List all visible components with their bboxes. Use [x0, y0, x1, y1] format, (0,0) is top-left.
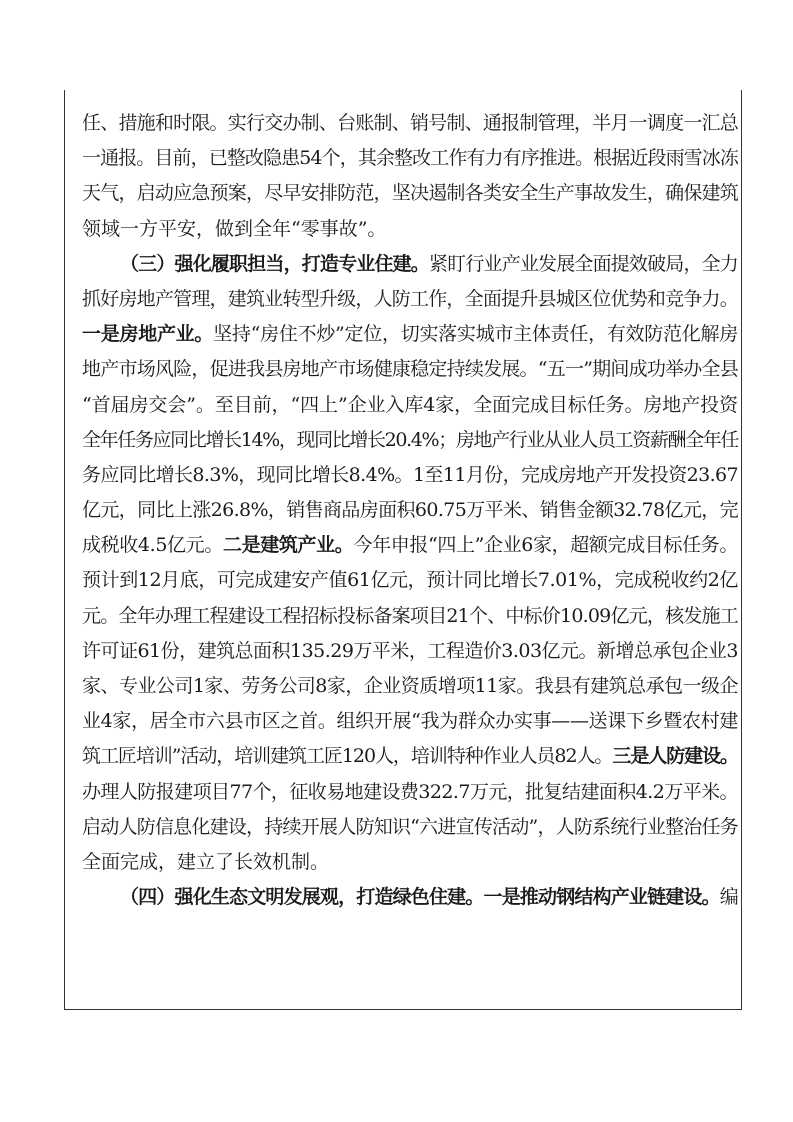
text-line — [82, 669, 742, 704]
text-line — [82, 845, 742, 880]
bold-text-segment: 一是房地产业。 — [82, 323, 214, 346]
text-segment: 紧盯行业产业发展全面提效破局，全力 — [429, 252, 738, 275]
bold-text-segment: （三）强化履职担当，打造专业住建。 — [120, 252, 429, 275]
text-line — [82, 282, 742, 317]
text-line — [82, 317, 742, 352]
text-segment: 务应同比增长8.3%，现同比增长8.4%。1至11月份，完成房地产开发投资23.67 — [82, 463, 738, 486]
text-segment: 许可证61份，建筑总面积135.29万平米，工程造价3.03亿元。新增总承包企业3 — [82, 639, 738, 662]
text-line — [82, 352, 742, 387]
text-segment: 启动人防信息化建设，持续开展人防知识“六进宣传活动”，人防系统行业整治任务 — [82, 815, 738, 838]
bold-text-segment: （四）强化生态文明发展观，打造绿色住建。 — [120, 886, 484, 909]
text-segment: 业4家，居全市六县市区之首。组织开展“我为群众办实事——送课下乡暨农村建 — [82, 710, 738, 733]
text-line — [82, 810, 742, 845]
text-segment: 亿元，同比上涨26.8%，销售商品房面积60.75万平米、销售金额32.78亿元，完 — [82, 499, 738, 522]
text-segment: 任、措施和时限。实行交办制、台账制、销号制、通报制管理，半月一调度一汇总 — [82, 112, 738, 134]
text-line — [82, 599, 742, 634]
document-body — [82, 106, 742, 915]
text-segment: 家、专业公司1家、劳务公司8家，企业资质增项11家。我县有建筑总承包一级企 — [82, 675, 738, 697]
text-line — [82, 775, 742, 810]
text-line — [82, 106, 742, 141]
text-segment: 成税收4.5亿元。 — [82, 534, 223, 557]
text-segment: 坚持“房住不炒”定位，切实落实城市主体责任，有效防范化解房 — [213, 323, 738, 346]
text-line — [82, 247, 742, 282]
bold-text-segment: 三是人防建设。 — [612, 745, 738, 768]
text-segment: 筑工匠培训”活动，培训建筑工匠120人，培训特种作业人员82人。 — [82, 745, 613, 768]
text-line — [82, 493, 742, 528]
text-segment: 一通报。目前，已整改隐患54个，其余整改工作有力有序推进。根据近段雨雪冰冻 — [82, 147, 738, 170]
text-segment: 天气，启动应急预案，尽早安排防范，坚决遏制各类安全生产事故发生，确保建筑 — [82, 182, 738, 205]
text-segment: 元。全年办理工程建设工程招标投标备案项目21个、中标价10.09亿元，核发施工 — [82, 604, 738, 627]
text-line — [82, 141, 742, 176]
bold-text-segment: 一是推动钢结构产业链建设。 — [483, 886, 720, 909]
text-segment: 今年申报“四上”企业6家，超额完成目标任务。 — [353, 534, 738, 557]
text-line — [82, 458, 742, 493]
text-line — [82, 212, 742, 247]
text-line — [82, 634, 742, 669]
text-segment: 全年任务应同比增长14%，现同比增长20.4%；房地产行业从业人员工资薪酬全年任 — [82, 428, 738, 451]
text-line — [82, 563, 742, 598]
bold-text-segment: 二是建筑产业。 — [222, 534, 354, 557]
text-segment: 预计到12月底，可完成建安产值61亿元，预计同比增长7.01%，完成税收约2亿 — [82, 569, 738, 592]
text-line — [82, 739, 742, 774]
text-line — [82, 704, 742, 739]
text-segment: 领域一方平安，做到全年“零事故”。 — [82, 217, 387, 240]
text-segment: 地产市场风险，促进我县房地产市场健康稳定持续发展。“五一”期间成功举办全县 — [82, 358, 738, 381]
text-line — [82, 423, 742, 458]
text-line — [82, 388, 742, 423]
text-segment: 办理人防报建项目77个，征收易地建设费322.7万元，批复结建面积4.2万平米。 — [82, 780, 738, 803]
text-line — [82, 880, 742, 915]
text-segment: 编 — [719, 886, 738, 909]
text-segment: 全面完成，建立了长效机制。 — [82, 850, 330, 873]
text-line — [82, 528, 742, 563]
text-segment: 抓好房地产管理，建筑业转型升级，人防工作，全面提升县城区位优势和竞争力。 — [82, 287, 738, 310]
text-line — [82, 176, 742, 211]
text-segment: “首届房交会”。至目前，“四上”企业入库4家，全面完成目标任务。房地产投资 — [82, 393, 738, 416]
